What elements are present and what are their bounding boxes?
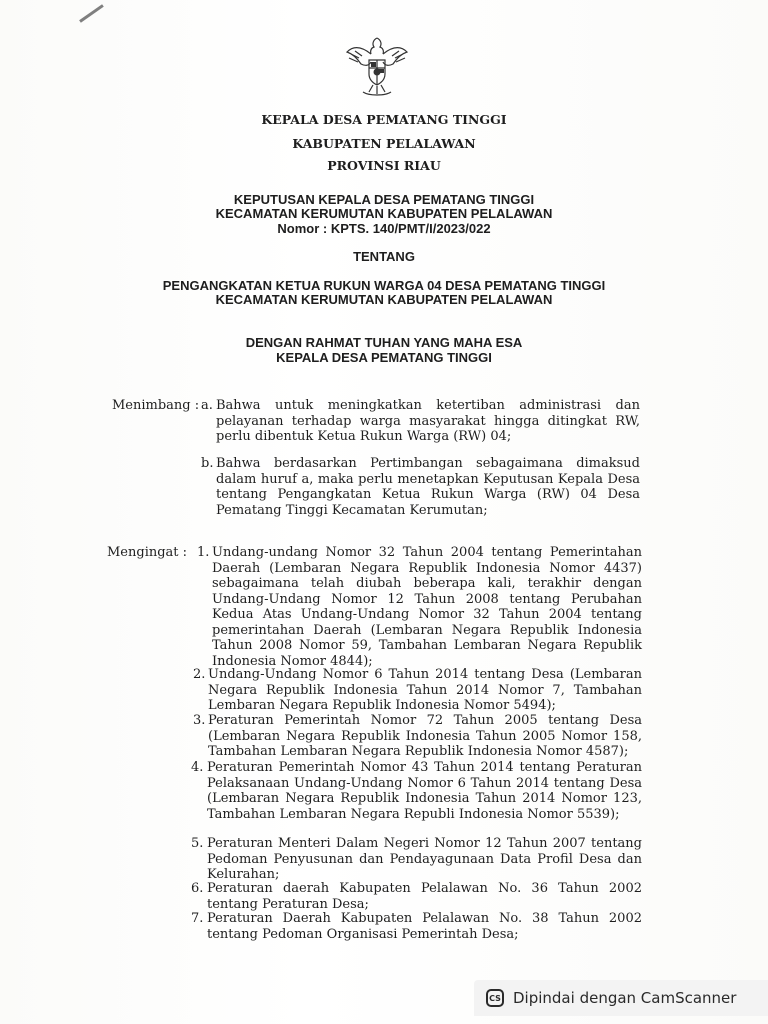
decree-subject-line2: KECAMATAN KERUMUTAN KABUPATEN PELALAWAN (215, 292, 553, 307)
about-heading: TENTANG (353, 249, 415, 264)
item-text: Peraturan Daerah Kabupaten Pelalawan No. 38 Tahun 2002 tentang Pedoman Organisasi Pemerintah Desa; (207, 911, 642, 942)
item-marker: 2. (193, 667, 206, 682)
item-marker: 3. (193, 713, 206, 728)
item-text: Peraturan Pemerintah Nomor 43 Tahun 2014 tentang Peraturan Pelaksanaan Undang-Undang Nomor 6 Tahun 2014 tentang Desa (Lembaran Negara Republik Indonesia Tahun 2014 Nomor 123, Tambahan Lembaran Negara Republi Indonesia Nomor 5539); (207, 760, 642, 822)
camscanner-logo-icon: CS (486, 989, 504, 1007)
scan-mark (79, 4, 104, 23)
issuer-title: KEPALA DESA PEMATANG TINGGI (261, 112, 507, 127)
decree-subject-line1: PENGANGKATAN KETUA RUKUN WARGA 04 DESA PEMATANG TINGGI (162, 278, 606, 293)
item-text: Peraturan Pemerintah Nomor 72 Tahun 2005 tentang Desa (Lembaran Negara Republik Indonesia Tahun 2005 Nomor 158, Tambahan Lembaran Negara Republik Indonesia Nomor 4587); (208, 713, 642, 759)
decree-number: Nomor : KPTS. 140/PMT/I/2023/022 (277, 221, 491, 236)
item-text: Undang-Undang Nomor 6 Tahun 2014 tentang Desa (Lembaran Negara Republik Indonesia Tahun 2014 Nomor 7, Tambahan Lembaran Negara Republik Indonesia Nomor 5494); (208, 667, 642, 713)
mengingat-label: Mengingat : (107, 545, 188, 560)
watermark-text: Dipindai dengan CamScanner (513, 989, 737, 1007)
item-text: Peraturan Menteri Dalam Negeri Nomor 12 Tahun 2007 tentang Pedoman Penyusunan dan Pendayagunaan Data Profil Desa dan Kelurahan; (207, 836, 642, 882)
item-marker: 4. (191, 760, 204, 775)
garuda-emblem-icon (343, 32, 411, 100)
item-text: Bahwa untuk meningkatkan ketertiban administrasi dan pelayanan terhadap warga masyarakat hingga ditingkat RW, perlu dibentuk Ketua Rukun Warga (RW) 04; (216, 398, 640, 444)
item-marker: a. (201, 398, 213, 413)
item-text: Bahwa berdasarkan Pertimbangan sebagaimana dimaksud dalam huruf a, maka perlu menetapkan Keputusan Kepala Desa tentang Pengangkatan Ketua Rukun Warga (RW) 04 Desa Pematang Tinggi Kecamatan Kerumutan; (216, 456, 640, 518)
item-marker: 7. (191, 911, 204, 926)
decree-title-line2: KECAMATAN KERUMUTAN KABUPATEN PELALAWAN (215, 206, 553, 221)
camscanner-watermark (474, 980, 768, 1016)
item-text: Undang-undang Nomor 32 Tahun 2004 tentang Pemerintahan Daerah (Lembaran Negara Republik Indonesia Nomor 4437) sebagaimana telah diubah beberapa kali, terakhir dengan Undang-Undang Nomor 12 Tahun 2008 tentang Perubahan Kedua Atas Undang-Undang Nomor 32 Tahun 2004 tentang pemerintahan Daerah (Lembaran Negara Republik Indonesia Tahun 2008 Nomor 59, Tambahan Lembaran Negara Republik Indonesia Nomor 4844); (212, 545, 642, 669)
item-marker: b. (201, 456, 214, 471)
invocation-line2: KEPALA DESA PEMATANG TINGGI (276, 350, 492, 365)
item-marker: 1. (197, 545, 210, 560)
item-text: Peraturan daerah Kabupaten Pelalawan No. 36 Tahun 2002 tentang Peraturan Desa; (207, 881, 642, 912)
item-marker: 6. (191, 881, 204, 896)
item-marker: 5. (191, 836, 204, 851)
invocation-line1: DENGAN RAHMAT TUHAN YANG MAHA ESA (245, 335, 523, 350)
regency-title: KABUPATEN PELALAWAN (292, 136, 476, 151)
menimbang-label: Menimbang : (112, 398, 200, 413)
decree-title-line1: KEPUTUSAN KEPALA DESA PEMATANG TINGGI (233, 192, 535, 207)
province-title: PROVINSI RIAU (327, 158, 441, 173)
